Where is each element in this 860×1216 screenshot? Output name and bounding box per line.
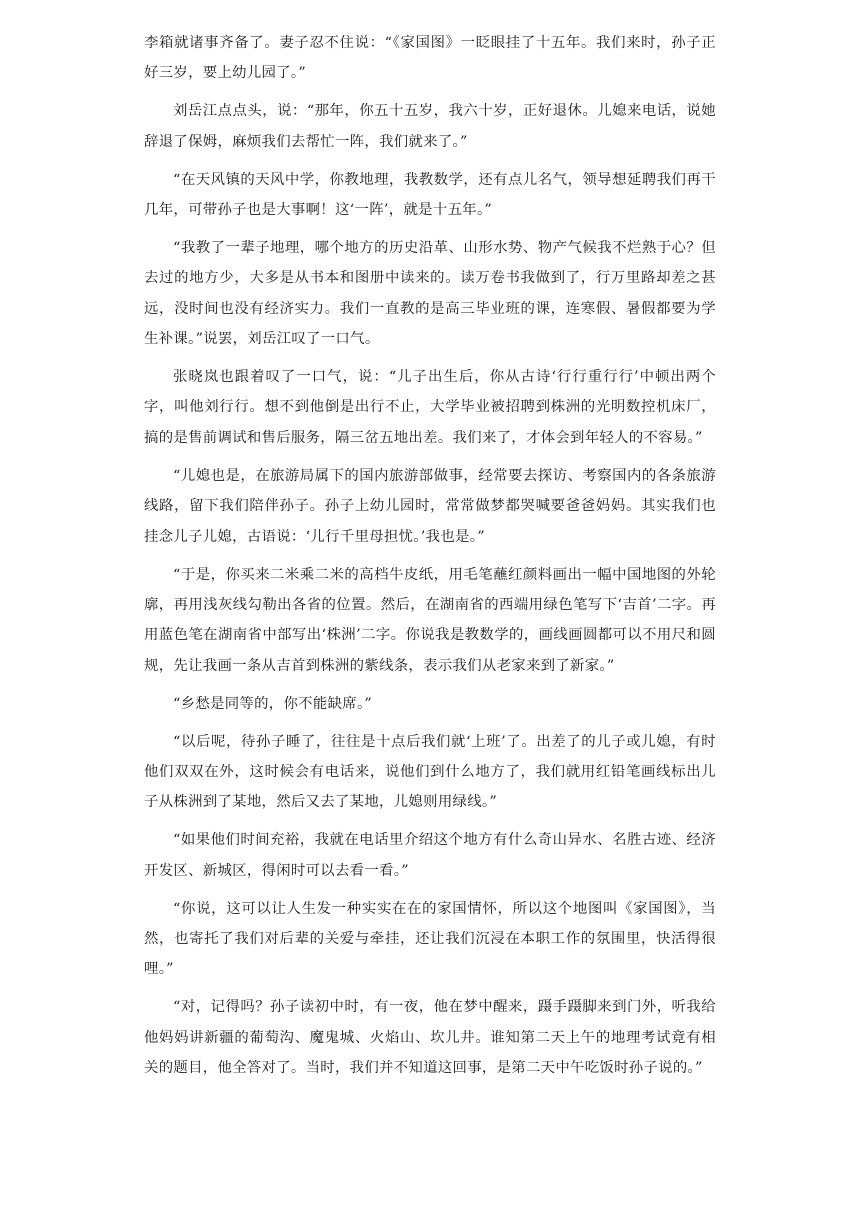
paragraph-1: 李箱就诸事齐备了。妻子忍不住说：“《家国图》一眨眼挂了十五年。我们来时，孙子正好三岁，要上幼儿园了。”: [144, 35, 716, 82]
paragraph-11: “你说，这可以让人生发一种实实在在的家国情怀，所以这个地图叫《家国图》，当然，也寄托了我们对后辈的关爱与牵挂，还让我们沉浸在本职工作的氛围里，快活得很哩。”: [144, 900, 716, 978]
paragraph-9: “以后呢，待孙子睡了，往往是十点后我们就‘上班’了。出差了的儿子或儿媳，有时他们双双在外，这时候会有电话来，说他们到什么地方了，我们就用红铅笔画线标出儿子从株洲到了某地，然后又去了某地，儿媳则用绿线。”: [144, 733, 716, 811]
paragraph-6: “儿媳也是，在旅游局属下的国内旅游部做事，经常要去探访、考察国内的各条旅游线路，留下我们陪伴孙子。孙子上幼儿园时，常常做梦都哭喊要爸爸妈妈。其实我们也挂念儿子儿媳，古语说：‘儿行千里母担忧。’我也是。”: [144, 467, 716, 545]
paragraph-10: “如果他们时间充裕，我就在电话里介绍这个地方有什么奇山异水、名胜古迹、经济开发区、新城区，得闲时可以去看一看。”: [144, 832, 716, 879]
paragraph-4: “我教了一辈子地理，哪个地方的历史沿革、山形水势、物产气候我不烂熟于心？但去过的地方少，大多是从书本和图册中读来的。读万卷书我做到了，行万里路却差之甚远，没时间也没有经济实力。我们一直教的是高三毕业班的课，连寒假、暑假都要为学生补课。”说罢，刘岳江叹了一口气。: [144, 239, 716, 348]
paragraph-8: “乡愁是同等的，你不能缺席。”: [173, 695, 373, 712]
paragraph-12: “对，记得吗？孙子读初中时，有一夜，他在梦中醒来，蹑手蹑脚来到门外，听我给他妈妈讲新疆的葡萄沟、魔鬼城、火焰山、坎儿井。谁知第二天上午的地理考试竟有相关的题目，他全答对了。当时，我们并不知道这回事，是第二天中午吃饭时孙子说的。”: [144, 999, 716, 1077]
document-page: [144, 28, 716, 1091]
paragraph-2: 刘岳江点点头，说：“那年，你五十五岁，我六十岁，正好退休。儿媳来电话，说她辞退了保姆，麻烦我们去帮忙一阵，我们就来了。”: [144, 103, 716, 150]
paragraph-5: 张晓岚也跟着叹了一口气，说：“儿子出生后，你从古诗‘行行重行行’中顿出两个字，叫他刘行行。想不到他倒是出行不止，大学毕业被招聘到株洲的光明数控机床厂，搞的是售前调试和售后服务，隔三岔五地出差。我们来了，才体会到年轻人的不容易。”: [144, 369, 716, 446]
paragraph-7: “于是，你买来二米乘二米的高档牛皮纸，用毛笔蘸红颜料画出一幅中国地图的外轮廓，再用浅灰线勾勒出各省的位置。然后，在湖南省的西端用绿色笔写下‘吉首’二字。再用蓝色笔在湖南省中部写出‘株洲’二字。你说我是教数学的，画线画圆都可以不用尺和圆规，先让我画一条从吉首到株洲的紫线条，表示我们从老家来到了新家。”: [144, 566, 716, 674]
paragraph-3: “在天风镇的天风中学，你教地理，我教数学，还有点儿名气，领导想延聘我们再干几年，可带孙子也是大事啊！这‘一阵’，就是十五年。”: [144, 171, 716, 219]
